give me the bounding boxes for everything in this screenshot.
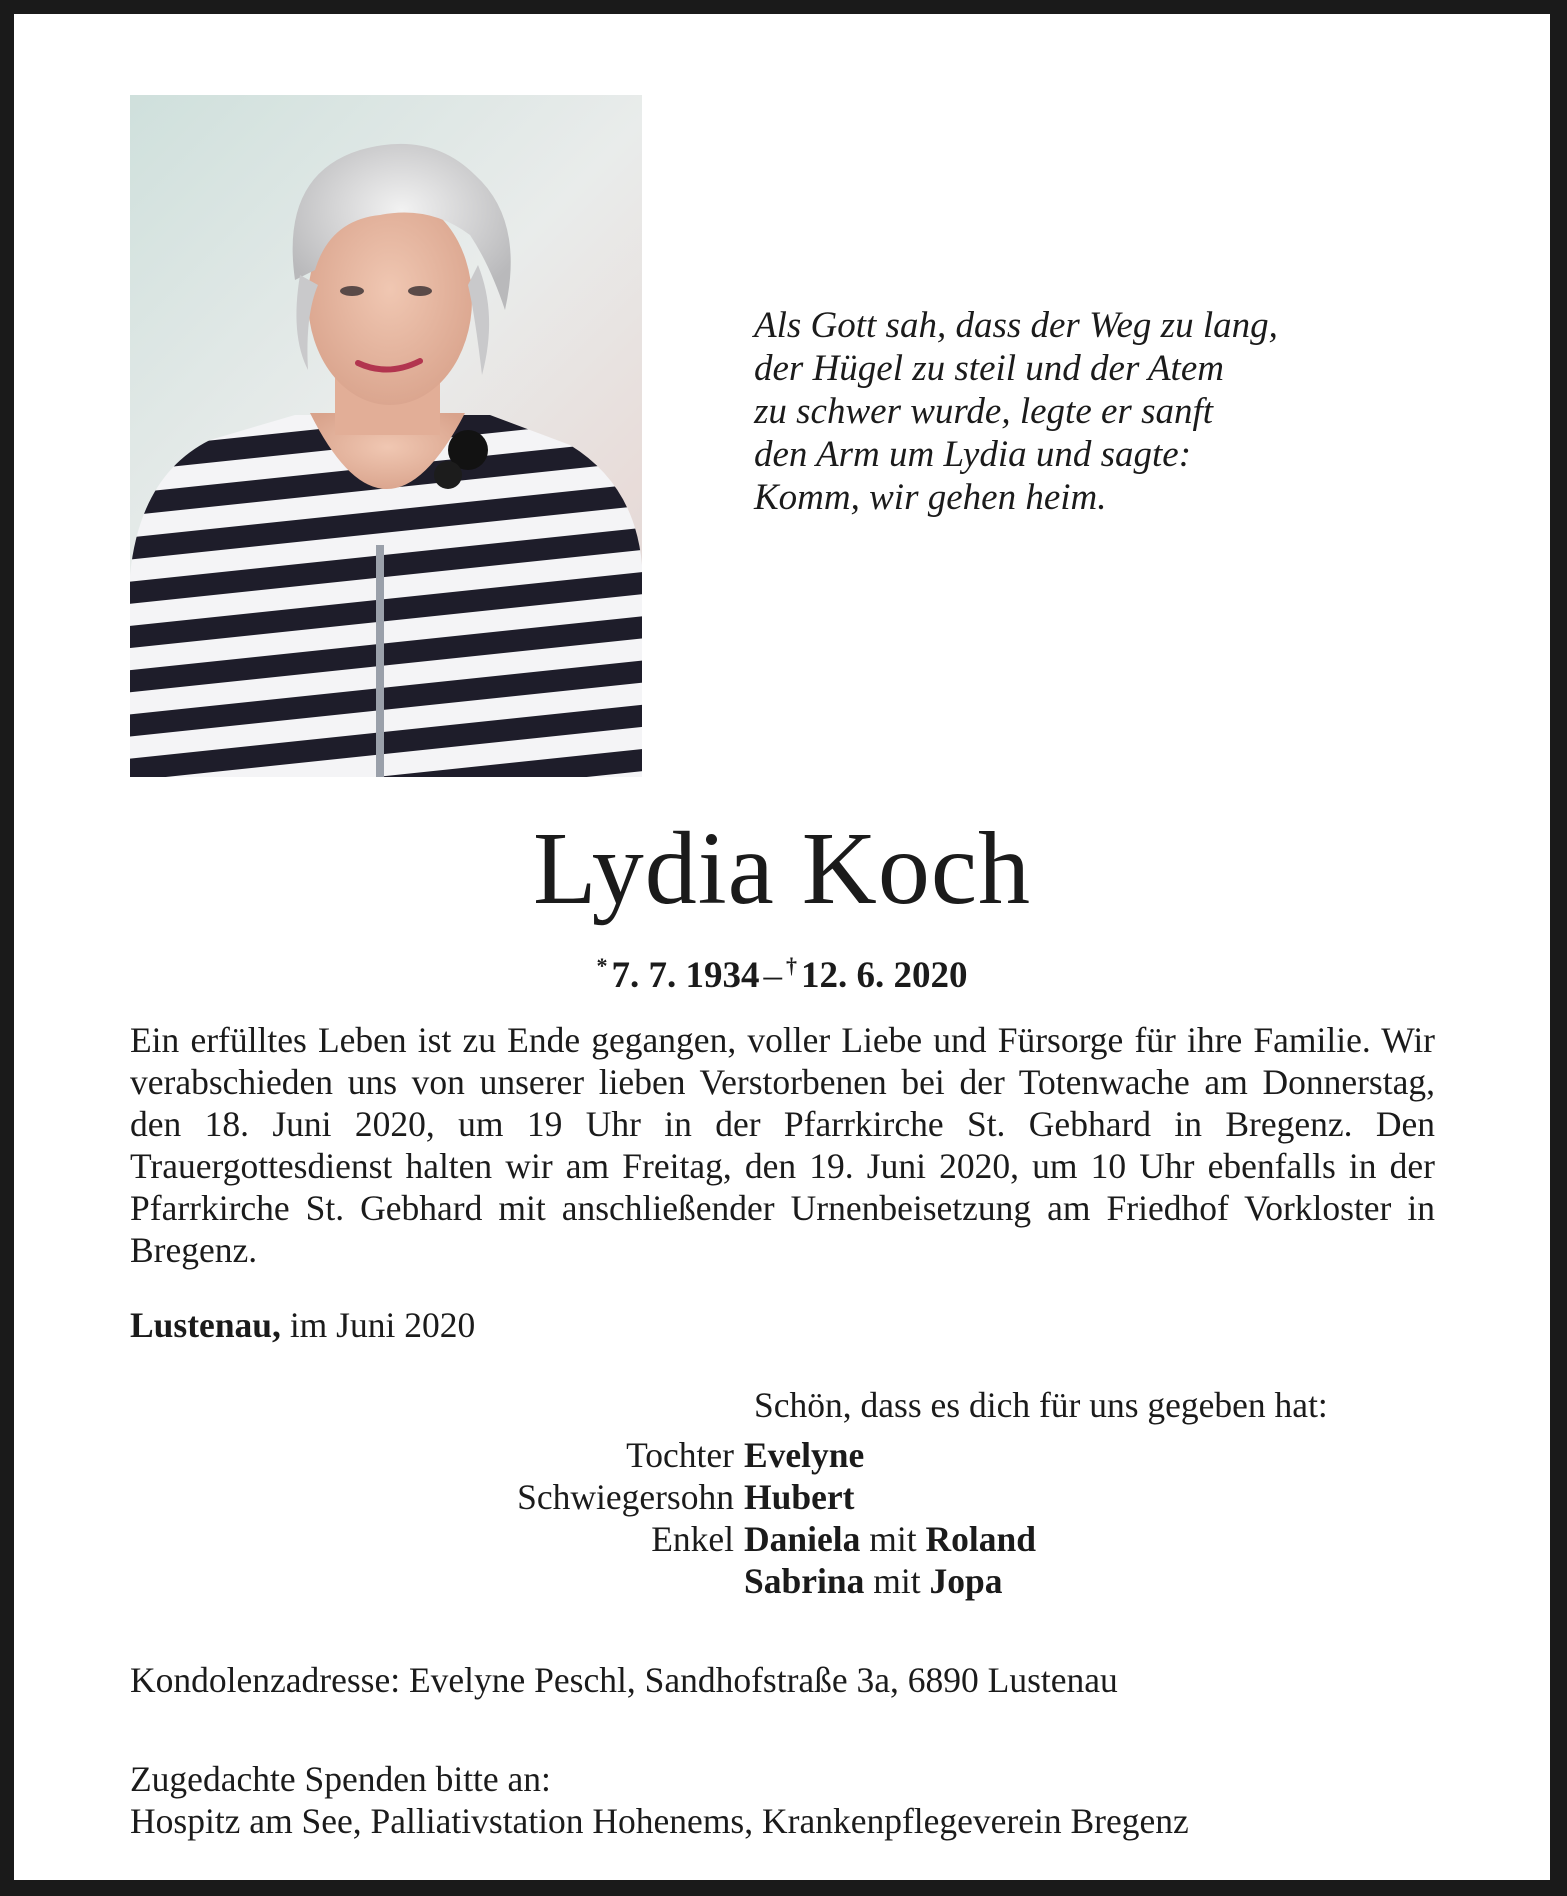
portrait-illustration: [130, 95, 642, 777]
announcement-text: Ein erfülltes Leben ist zu Ende gegangen, voller Liebe und Fürsorge für ihre Familie. Wir verabschieden uns von unserer lieben Verstorbenen bei der Totenwache am Donnerstag, den 18. Juni 2020, um 19 Uhr in der Pfarrkirche St. Gebhard in Bregenz. Den Trauergottesdienst halten wir am Freitag, den 19. Juni 2020, um 10 Uhr ebenfalls in der Pfarrkirche St. Gebhard mit anschließender Urnenbeisetzung am Friedhof Vorkloster in Bregenz.: [130, 1020, 1435, 1270]
family-names: [744, 1434, 864, 1476]
donations-recipients: Hospitz am See, Palliativstation Hohenems, Krankenpflegeverein Bregenz: [130, 1801, 1189, 1841]
place-and-date: [130, 1304, 475, 1346]
death-date: 12. 6. 2020: [801, 955, 968, 996]
place-date: im Juni 2020: [280, 1305, 476, 1345]
family-name: Sabrina: [744, 1561, 865, 1601]
family-name-partner: Roland: [925, 1519, 1036, 1559]
family-names: [744, 1476, 854, 1518]
deceased-name: Lydia Koch: [532, 811, 1032, 926]
place-city: Lustenau,: [130, 1305, 281, 1345]
family-list: [130, 1434, 1435, 1602]
life-dates: [14, 944, 1550, 998]
family-row: [130, 1434, 1435, 1476]
birth-symbol: *: [596, 953, 608, 978]
memorial-poem: Als Gott sah, dass der Weg zu lang, der Hügel zu steil und der Atem zu schwer wurde, legte er sanft den Arm um Lydia und sagte: Komm, wir gehen heim.: [754, 305, 1278, 518]
donations-block: [130, 1758, 1189, 1842]
donations-label: Zugedachte Spenden bitte an:: [130, 1759, 551, 1799]
birth-date: 7. 7. 1934: [611, 955, 760, 996]
family-name: Evelyne: [744, 1435, 865, 1475]
closing-line: Schön, dass es dich für uns gegeben hat:: [754, 1385, 1328, 1425]
portrait-photo: [130, 95, 642, 777]
family-row: [130, 1476, 1435, 1518]
family-row: [130, 1560, 1435, 1602]
family-role: Tochter: [626, 1435, 734, 1475]
condolence-address: Kondolenzadresse: Evelyne Peschl, Sandhofstraße 3a, 6890 Lustenau: [130, 1660, 1118, 1700]
family-role: [130, 1560, 744, 1602]
date-separator: –: [763, 955, 782, 996]
family-names: [744, 1518, 1036, 1560]
death-symbol: †: [786, 953, 797, 978]
family-role: Schwiegersohn: [517, 1477, 734, 1517]
family-role: Enkel: [651, 1519, 734, 1559]
family-with: mit: [864, 1561, 930, 1601]
family-row: [130, 1518, 1435, 1560]
family-with: mit: [860, 1519, 926, 1559]
obituary-page: [14, 14, 1550, 1880]
family-name-partner: Jopa: [929, 1561, 1003, 1601]
family-name: Hubert: [744, 1477, 855, 1517]
family-name: Daniela: [744, 1519, 861, 1559]
family-names: [744, 1560, 1002, 1602]
